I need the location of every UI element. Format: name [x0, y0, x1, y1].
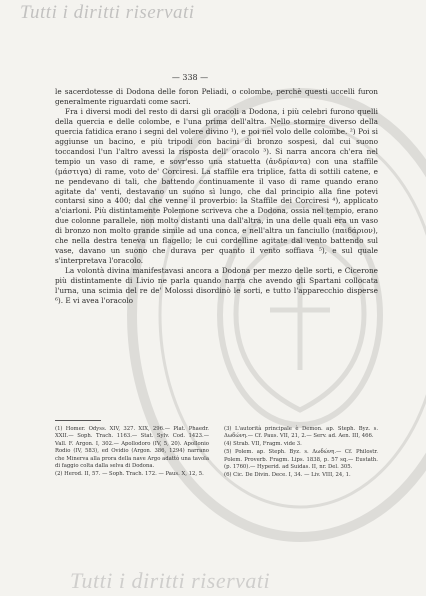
- footnote-3: (3) L'autorità principale è Demon. ap. Steph. Byz. s. Δωδώνη.— Cf. Paus. VII, 21, 2.— Serv. ad. Aen. III, 466.: [224, 426, 378, 440]
- footnote-4: (4) Strab. VII, Fragm. vide 3.: [224, 441, 302, 448]
- footnote-1: (1) Homer. Odyss. XIV, 327. XIX, 296.— Plat. Phaedr. XXII.— Soph. Trach. 1163.— Stat. Sylv. Cod. 1423.— Vall. F. Argon. I, 302.— Apollodoro (IV, 5, 20). Apollonio Rodio (IV, 583), ed Ovidio (Argon. 386, 1294) narrano che Minerva alla prora della nave Argo adattò una tavola di faggio colta dalla selva di Dodona.: [55, 426, 209, 470]
- paragraph-2: Fra i diversi modi del resto di darsi gli oracoli a Dodona, i più celebri furono quelli della quercia e delle colombe, e l'una prima dell'altra. Nello stormire diverso della quercia fatidica erano i segni del volere divino ¹), e poi nel volo delle colombe. ²) Poi si aggiunse un bacino, e più tripodi con bacini di bronzo sospesi, dal cui suono toccandosi l'un l'altro avessi la risposta dell' oracolo ³). Si narra ancora ch'era nel tempio un vaso di rame, e sovr'esso una statuetta (ἀνδρίαντα) con una staffile (μάστιγα) di rame, voto de' Corciresi. La staffile era triplice, fatta di sottili catene, e ne pendevano di tali, che battendo continuamente il vaso di rame quando erano agitate da' venti, destavano un suono sì lungo, che dal principio alla fine potevi contarsi sino a 400; dal che venne il proverbio: la Staffile dei Corciresi ⁴), applicato a'ciarloni. Più distintamente Polemone scriveva che a Dodona, ossia nel tempio, erano due colonne parallele, non molto distanti una dall'altra, in una delle quali era un vaso di bronzo non molto grande simile ad una conca, e nell'altra un fanciullo (παιδάριον), che nella destra teneva un flagello; le cui cordelline agitate dal vento battendo sul vase, davano un suono che durava per quanto il vento soffiava ⁵), e sul quale s'interpretava l'oracolo.: [55, 106, 378, 266]
- paragraph-3: La volontà divina manifestavasi ancora a Dodona per mezzo delle sorti, e Cicerone più distintamente di Livio ne parla quando narra che avendo gli Spartani collocata l'urna, una scimia del re de' Molossi disordinò le sorti, e tutto l'apparecchio disperse ⁶). E vi avea l'oracolo: [55, 266, 378, 306]
- main-text: [55, 87, 378, 306]
- footnote-separator: [55, 420, 101, 421]
- footnote-5: (5) Polem. ap. Steph. Byz. s. Δωδώνη.— Cf. Philostr. Polem. Proverb. Fragm. Lips. 1838, p. 57 sq.— Eustath. (p. 1760).— Hyperid. ad Suidas. II, nr. Del. 305.: [224, 449, 378, 471]
- paragraph-1: le sacerdotesse di Dodona delle foron Peliadi, o colombe, perchè questi uccelli furon generalmente riguardati come sacri.: [55, 87, 378, 106]
- watermark-top: Tutti i diritti riservati: [20, 2, 195, 23]
- footnotes-right-column: [224, 426, 378, 480]
- footnote-2: (2) Herod. II, 57. — Soph. Trach. 172. — Paus. X, 12, 5.: [55, 470, 204, 477]
- footnote-6: (6) Cic. De Divin. Dece. I, 34. — Liv. VIII, 24, 1.: [224, 471, 351, 478]
- footnotes-left-column: [55, 426, 209, 479]
- page-number: — 338 —: [171, 73, 209, 82]
- watermark-bottom: Tutti i diritti riservati: [70, 568, 271, 593]
